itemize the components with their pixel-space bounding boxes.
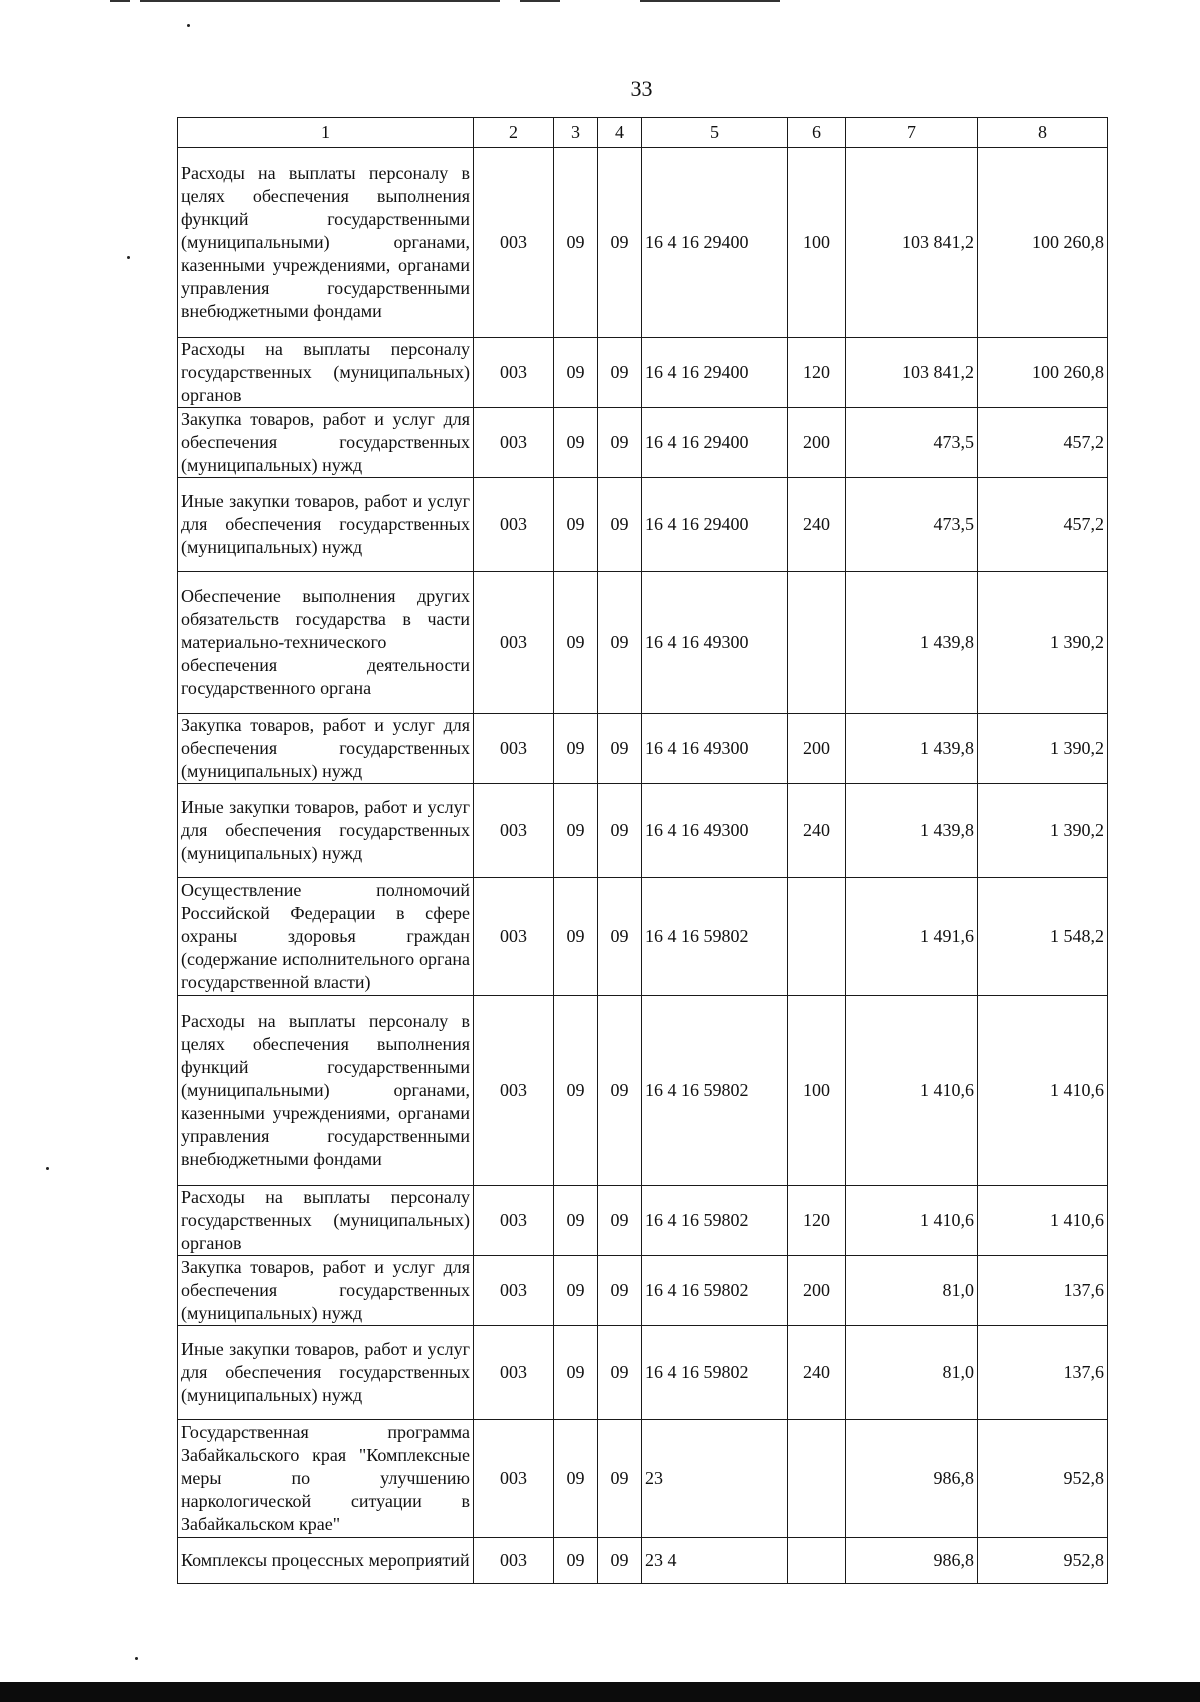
section-cell: 09 <box>554 1186 598 1256</box>
scan-speck <box>135 1657 138 1660</box>
section-cell: 09 <box>554 1256 598 1326</box>
header-cell: 4 <box>598 118 642 148</box>
amount-col8-cell: 137,6 <box>978 1256 1108 1326</box>
amount-col7-cell: 986,8 <box>846 1420 978 1538</box>
target-article-cell: 16 4 16 49300 <box>642 784 788 878</box>
expense-name-cell: Расходы на выплаты персоналу государственных (муниципальных) органов <box>178 1186 474 1256</box>
header-cell: 7 <box>846 118 978 148</box>
amount-col7-cell: 1 410,6 <box>846 1186 978 1256</box>
ministry-code-cell: 003 <box>474 1420 554 1538</box>
expense-name-cell: Комплексы процессных мероприятий <box>178 1538 474 1584</box>
amount-col7-cell: 986,8 <box>846 1538 978 1584</box>
section-cell: 09 <box>554 996 598 1186</box>
amount-col7-cell: 473,5 <box>846 478 978 572</box>
subsection-cell: 09 <box>598 714 642 784</box>
amount-col8-cell: 1 410,6 <box>978 1186 1108 1256</box>
amount-col8-cell: 1 390,2 <box>978 572 1108 714</box>
subsection-cell: 09 <box>598 1326 642 1420</box>
subsection-cell: 09 <box>598 478 642 572</box>
subsection-cell: 09 <box>598 784 642 878</box>
amount-col7-cell: 1 439,8 <box>846 784 978 878</box>
section-cell: 09 <box>554 1420 598 1538</box>
target-article-cell: 16 4 16 59802 <box>642 878 788 996</box>
header-cell: 3 <box>554 118 598 148</box>
amount-col7-cell: 1 439,8 <box>846 714 978 784</box>
ministry-code-cell: 003 <box>474 148 554 338</box>
subsection-cell: 09 <box>598 408 642 478</box>
ministry-code-cell: 003 <box>474 996 554 1186</box>
subsection-cell: 09 <box>598 878 642 996</box>
table-row <box>178 1326 1108 1420</box>
section-cell: 09 <box>554 784 598 878</box>
target-article-cell: 16 4 16 29400 <box>642 148 788 338</box>
amount-col8-cell: 137,6 <box>978 1326 1108 1420</box>
amount-col8-cell: 457,2 <box>978 408 1108 478</box>
table-row <box>178 784 1108 878</box>
ministry-code-cell: 003 <box>474 1256 554 1326</box>
subsection-cell: 09 <box>598 1256 642 1326</box>
amount-col8-cell: 1 390,2 <box>978 714 1108 784</box>
ministry-code-cell: 003 <box>474 714 554 784</box>
expense-name-cell: Закупка товаров, работ и услуг для обеспечения государственных (муниципальных) нужд <box>178 714 474 784</box>
amount-col7-cell: 81,0 <box>846 1326 978 1420</box>
ministry-code-cell: 003 <box>474 338 554 408</box>
target-article-cell: 16 4 16 59802 <box>642 1326 788 1420</box>
expense-name-cell: Расходы на выплаты персоналу в целях обеспечения выполнения функций государственными (муниципальными) органами, казенными учреждениями, органами управления государственными внебюджетными фондами <box>178 148 474 338</box>
amount-col7-cell: 1 439,8 <box>846 572 978 714</box>
amount-col7-cell: 81,0 <box>846 1256 978 1326</box>
table-row <box>178 1256 1108 1326</box>
subsection-cell: 09 <box>598 996 642 1186</box>
section-cell: 09 <box>554 338 598 408</box>
expense-name-cell: Иные закупки товаров, работ и услуг для обеспечения государственных (муниципальных) нужд <box>178 1326 474 1420</box>
target-article-cell: 16 4 16 59802 <box>642 996 788 1186</box>
amount-col8-cell: 1 410,6 <box>978 996 1108 1186</box>
scan-bottom-edge <box>0 1682 1200 1702</box>
header-cell: 6 <box>788 118 846 148</box>
section-cell: 09 <box>554 1538 598 1584</box>
ministry-code-cell: 003 <box>474 1538 554 1584</box>
table-row <box>178 714 1108 784</box>
target-article-cell: 16 4 16 59802 <box>642 1256 788 1326</box>
expense-type-cell <box>788 1420 846 1538</box>
section-cell: 09 <box>554 878 598 996</box>
expense-type-cell: 240 <box>788 784 846 878</box>
ministry-code-cell: 003 <box>474 572 554 714</box>
ministry-code-cell: 003 <box>474 408 554 478</box>
section-cell: 09 <box>554 714 598 784</box>
amount-col8-cell: 952,8 <box>978 1420 1108 1538</box>
header-row <box>178 118 1108 148</box>
target-article-cell: 16 4 16 29400 <box>642 338 788 408</box>
section-cell: 09 <box>554 408 598 478</box>
expense-type-cell: 240 <box>788 478 846 572</box>
subsection-cell: 09 <box>598 1538 642 1584</box>
expense-type-cell: 100 <box>788 996 846 1186</box>
amount-col8-cell: 952,8 <box>978 1538 1108 1584</box>
expense-name-cell: Обеспечение выполнения других обязательств государства в части материально-технического обеспечения деятельности государственного органа <box>178 572 474 714</box>
target-article-cell: 16 4 16 49300 <box>642 714 788 784</box>
ministry-code-cell: 003 <box>474 478 554 572</box>
header-cell: 5 <box>642 118 788 148</box>
amount-col8-cell: 100 260,8 <box>978 148 1108 338</box>
ministry-code-cell: 003 <box>474 1186 554 1256</box>
amount-col7-cell: 1 410,6 <box>846 996 978 1186</box>
ministry-code-cell: 003 <box>474 1326 554 1420</box>
expense-type-cell <box>788 878 846 996</box>
scan-speck <box>187 24 190 27</box>
expense-type-cell: 200 <box>788 1256 846 1326</box>
scan-speck <box>127 256 130 259</box>
expense-type-cell: 120 <box>788 1186 846 1256</box>
expense-name-cell: Иные закупки товаров, работ и услуг для обеспечения государственных (муниципальных) нужд <box>178 784 474 878</box>
table-row <box>178 1420 1108 1538</box>
expense-type-cell: 100 <box>788 148 846 338</box>
section-cell: 09 <box>554 1326 598 1420</box>
subsection-cell: 09 <box>598 1186 642 1256</box>
target-article-cell: 23 4 <box>642 1538 788 1584</box>
scan-speck <box>46 1167 49 1170</box>
page-number: 33 <box>630 76 653 101</box>
expense-name-cell: Расходы на выплаты персоналу государственных (муниципальных) органов <box>178 338 474 408</box>
ministry-code-cell: 003 <box>474 784 554 878</box>
amount-col7-cell: 103 841,2 <box>846 148 978 338</box>
expense-name-cell: Иные закупки товаров, работ и услуг для обеспечения государственных (муниципальных) нужд <box>178 478 474 572</box>
scan-top-edge <box>0 0 1200 2</box>
amount-col8-cell: 1 390,2 <box>978 784 1108 878</box>
amount-col7-cell: 103 841,2 <box>846 338 978 408</box>
section-cell: 09 <box>554 478 598 572</box>
table-row <box>178 1186 1108 1256</box>
header-cell: 1 <box>178 118 474 148</box>
budget-table <box>177 117 1108 1584</box>
table-row <box>178 572 1108 714</box>
amount-col8-cell: 1 548,2 <box>978 878 1108 996</box>
expense-name-cell: Закупка товаров, работ и услуг для обеспечения государственных (муниципальных) нужд <box>178 1256 474 1326</box>
subsection-cell: 09 <box>598 1420 642 1538</box>
amount-col8-cell: 100 260,8 <box>978 338 1108 408</box>
expense-name-cell: Осуществление полномочий Российской Федерации в сфере охраны здоровья граждан (содержание исполнительного органа государственной власти) <box>178 878 474 996</box>
table-row <box>178 1538 1108 1584</box>
table-row <box>178 148 1108 338</box>
expense-type-cell: 200 <box>788 408 846 478</box>
ministry-code-cell: 003 <box>474 878 554 996</box>
expense-name-cell: Расходы на выплаты персоналу в целях обеспечения выполнения функций государственными (муниципальными) органами, казенными учреждениями, органами управления государственными внебюджетными фондами <box>178 996 474 1186</box>
amount-col8-cell: 457,2 <box>978 478 1108 572</box>
table-row <box>178 338 1108 408</box>
header-cell: 2 <box>474 118 554 148</box>
header-cell: 8 <box>978 118 1108 148</box>
subsection-cell: 09 <box>598 572 642 714</box>
expense-type-cell <box>788 1538 846 1584</box>
amount-col7-cell: 1 491,6 <box>846 878 978 996</box>
subsection-cell: 09 <box>598 148 642 338</box>
table-row <box>178 478 1108 572</box>
expense-name-cell: Государственная программа Забайкальского края "Комплексные меры по улучшению наркологической ситуации в Забайкальском крае" <box>178 1420 474 1538</box>
target-article-cell: 16 4 16 49300 <box>642 572 788 714</box>
expense-type-cell <box>788 572 846 714</box>
table-row <box>178 408 1108 478</box>
section-cell: 09 <box>554 572 598 714</box>
expense-type-cell: 200 <box>788 714 846 784</box>
target-article-cell: 16 4 16 29400 <box>642 478 788 572</box>
target-article-cell: 16 4 16 29400 <box>642 408 788 478</box>
amount-col7-cell: 473,5 <box>846 408 978 478</box>
section-cell: 09 <box>554 148 598 338</box>
subsection-cell: 09 <box>598 338 642 408</box>
expense-type-cell: 120 <box>788 338 846 408</box>
target-article-cell: 16 4 16 59802 <box>642 1186 788 1256</box>
table-row <box>178 996 1108 1186</box>
table-row <box>178 878 1108 996</box>
expense-type-cell: 240 <box>788 1326 846 1420</box>
expense-name-cell: Закупка товаров, работ и услуг для обеспечения государственных (муниципальных) нужд <box>178 408 474 478</box>
target-article-cell: 23 <box>642 1420 788 1538</box>
